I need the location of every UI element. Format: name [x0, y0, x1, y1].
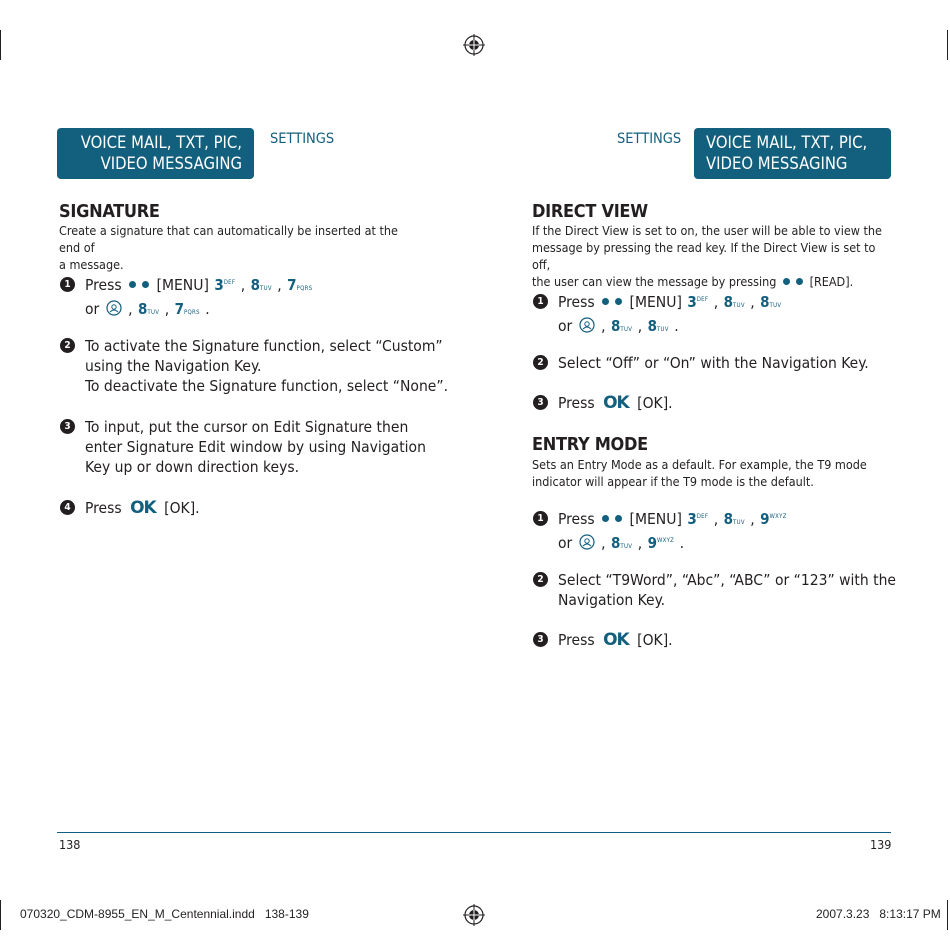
dot-icon — [796, 278, 803, 285]
file-info: 070320_CDM-8955_EN_M_Centennial.indd 138-139 — [20, 907, 309, 921]
tab-line: VOICE MAIL, TXT, PIC, — [706, 133, 868, 152]
step-line: enter Signature Edit window by using Navigation — [85, 438, 426, 456]
step-line: To input, put the cursor on Edit Signature then — [85, 418, 409, 436]
crop-mark — [947, 900, 948, 930]
step-instruction — [85, 417, 426, 477]
period: . — [205, 300, 210, 318]
tab-line: VOICE MAIL, TXT, PIC, — [80, 133, 242, 152]
step-instruction — [558, 570, 896, 610]
comma: , — [164, 300, 170, 318]
ok-key-icon: OK — [130, 498, 156, 518]
press-text: Press — [558, 510, 595, 528]
step-number: 1 — [533, 511, 548, 526]
navigation-key-icon — [579, 534, 595, 550]
settings-label-left: SETTINGS — [270, 131, 335, 147]
comma: , — [713, 510, 719, 528]
crop-mark — [0, 900, 1, 930]
step-number: 1 — [533, 294, 548, 309]
step-line: To deactivate the Signature function, select “None”. — [85, 377, 449, 395]
period: . — [674, 317, 679, 335]
ok-text: [OK]. — [637, 394, 673, 412]
step-number: 2 — [533, 355, 548, 370]
dot-icon — [783, 278, 790, 285]
step-instruction — [558, 509, 788, 557]
section-heading: DIRECT VIEW — [532, 201, 648, 222]
ok-key-icon: OK — [603, 393, 629, 413]
section-description — [532, 222, 892, 290]
press-text: Press — [558, 631, 595, 649]
comma: , — [750, 510, 755, 528]
ok-text: [OK]. — [164, 499, 200, 517]
key-8-icon: 8TUV — [760, 293, 782, 311]
step-number: 4 — [60, 500, 75, 515]
section-description — [532, 456, 892, 490]
key-8-icon: 8TUV — [723, 510, 745, 528]
key-8-icon: 8TUV — [611, 534, 633, 552]
section-description — [59, 222, 419, 273]
read-text: [READ]. — [809, 274, 854, 289]
tab-line: VIDEO MESSAGING — [706, 154, 848, 173]
section-heading: ENTRY MODE — [532, 434, 648, 455]
press-text: Press — [558, 293, 595, 311]
or-text: or — [558, 317, 573, 335]
print-timestamp: 2007.3.23 8:13:17 PM — [816, 907, 941, 921]
section-heading: SIGNATURE — [59, 201, 160, 222]
comma: , — [637, 534, 643, 552]
dot-icon — [615, 515, 622, 522]
step-line: using the Navigation Key. — [85, 357, 262, 375]
dot-icon — [602, 298, 609, 305]
comma: , — [637, 317, 643, 335]
dot-icon — [615, 298, 622, 305]
comma: , — [601, 534, 606, 552]
comma: , — [713, 293, 719, 311]
step-number: 3 — [60, 419, 75, 434]
key-9-icon: $9^{WXYZ}$ — [647, 534, 675, 552]
tab-line: VIDEO MESSAGING — [100, 154, 242, 173]
step-line: To activate the Signature function, select “Custom” — [85, 337, 443, 355]
step-instruction — [85, 275, 313, 323]
key-3-icon: $3^{DEF}$ — [687, 293, 709, 311]
key-8-icon: 8TUV — [647, 317, 669, 335]
step-line: Navigation Key. — [558, 591, 666, 609]
comma: , — [750, 293, 755, 311]
navigation-key-icon — [579, 317, 595, 333]
crop-mark — [0, 30, 1, 60]
step-instruction — [558, 292, 782, 340]
step-number: 2 — [533, 572, 548, 587]
key-8-icon: 8TUV — [723, 293, 745, 311]
settings-label-right: SETTINGS — [617, 131, 682, 147]
press-text: Press — [85, 276, 122, 294]
registration-mark-icon — [463, 34, 485, 56]
description-line: Sets an Entry Mode as a default. For example, the T9 mode — [532, 457, 867, 472]
step-instruction: Select “Off” or “On” with the Navigation Key. — [558, 354, 869, 372]
key-8-icon: 8TUV — [138, 300, 160, 318]
dot-icon — [142, 281, 149, 288]
key-8-icon: 8TUV — [611, 317, 633, 335]
page-number-left: 138 — [59, 837, 81, 852]
step-instruction — [558, 393, 673, 413]
key-8-icon: 8TUV — [250, 276, 272, 294]
key-7-icon: 7PQRS — [174, 300, 200, 318]
comma: , — [240, 276, 246, 294]
description-line: message by pressing the read key. If the Direct View is set to off, — [532, 240, 876, 272]
step-instruction — [558, 630, 673, 650]
period: . — [679, 534, 685, 552]
key-7-icon: 7PQRS — [287, 276, 313, 294]
footer-rule — [57, 832, 891, 833]
step-number: 3 — [533, 395, 548, 410]
section-tab-right — [694, 128, 891, 179]
dot-icon — [602, 515, 609, 522]
page-number-right: 139 — [870, 837, 892, 852]
menu-text: [MENU] — [629, 510, 682, 528]
crop-mark — [947, 30, 948, 60]
or-text: or — [558, 534, 573, 552]
step-number: 1 — [60, 277, 75, 292]
key-3-icon: $3^{DEF}$ — [687, 510, 709, 528]
press-text: Press — [558, 394, 595, 412]
comma: , — [128, 300, 133, 318]
step-line: Key up or down direction keys. — [85, 458, 300, 476]
step-instruction — [85, 336, 448, 396]
step-line: Select “T9Word”, “Abc”, “ABC” or “123” with the — [558, 571, 897, 589]
comma: , — [277, 276, 282, 294]
comma: , — [601, 317, 606, 335]
registration-mark-icon — [463, 904, 485, 926]
key-3-icon: $3^{DEF}$ — [214, 276, 236, 294]
step-number: 3 — [533, 632, 548, 647]
press-text: Press — [85, 499, 122, 517]
menu-text: [MENU] — [156, 276, 209, 294]
ok-text: [OK]. — [637, 631, 673, 649]
description-line: If the Direct View is set to on, the user will be able to view the — [532, 223, 882, 238]
or-text: or — [85, 300, 100, 318]
step-instruction — [85, 498, 200, 518]
description-line: indicator will appear if the T9 mode is the default. — [532, 474, 814, 489]
dot-icon — [129, 281, 136, 288]
description-line: Create a signature that can automatically be inserted at the end of — [59, 223, 398, 255]
navigation-key-icon — [106, 300, 122, 316]
description-line: a message. — [59, 257, 124, 272]
key-9-icon: $9^{WXYZ}$ — [760, 510, 787, 528]
step-number: 2 — [60, 338, 75, 353]
ok-key-icon: OK — [603, 630, 629, 650]
description-line: the user can view the message by pressing — [532, 274, 777, 289]
menu-text: [MENU] — [629, 293, 682, 311]
section-tab-left — [57, 128, 254, 179]
